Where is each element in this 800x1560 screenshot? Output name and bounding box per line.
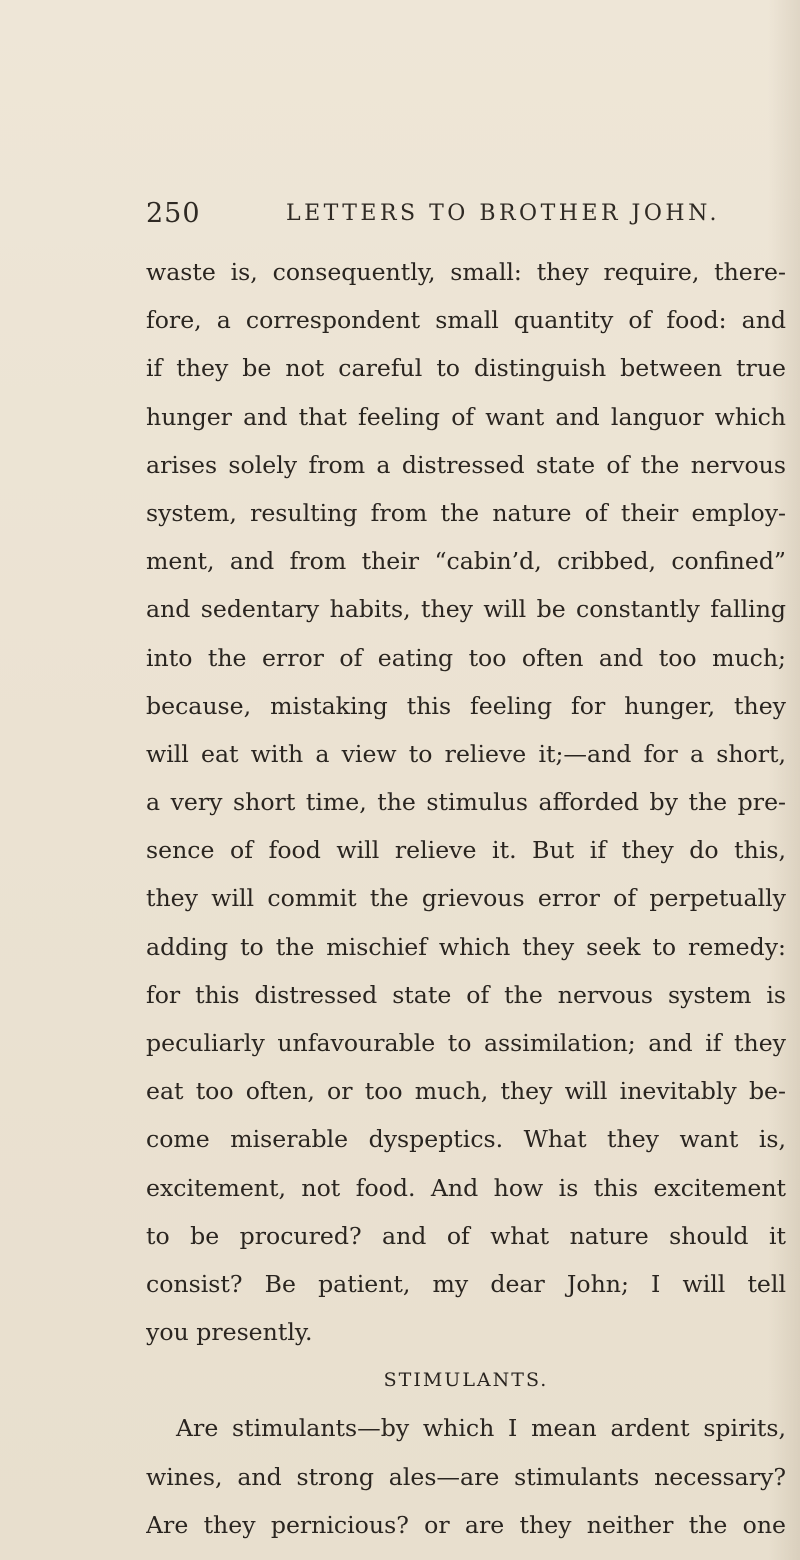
- text-line: consist? Be patient, my dear John; I will tell: [146, 1269, 786, 1298]
- text-line: and sedentary habits, they will be constantly falling: [146, 595, 786, 624]
- text-line: they will commit the grievous error of perpetually: [146, 884, 786, 913]
- text-line: waste is, consequently, small: they require, there-: [146, 258, 786, 286]
- paragraph-stimulants: [146, 1404, 786, 1549]
- text-line: arises solely from a distressed state of the nervous: [146, 450, 786, 479]
- text-line: peculiarly unfavourable to assimilation; and if they: [146, 1029, 786, 1057]
- text-line: to be procured? and of what nature should it: [146, 1221, 786, 1250]
- text-line: come miserable dyspeptics. What they want is,: [146, 1125, 786, 1154]
- text-line: for this distressed state of the nervous system is: [146, 980, 786, 1009]
- text-line: into the error of eating too often and too much;: [146, 643, 786, 672]
- text-line: you presently.: [146, 1318, 313, 1347]
- text-line: will eat with a view to relieve it;—and for a short,: [146, 739, 786, 768]
- text-line: Are they pernicious? or are they neither the one: [146, 1510, 786, 1539]
- paragraph-waste: [146, 248, 786, 1356]
- text-line: excitement, not food. And how is this excitement: [146, 1173, 786, 1202]
- text-line: fore, a correspondent small quantity of food: and: [146, 306, 786, 335]
- text-line: adding to the mischief which they seek to remedy:: [146, 932, 786, 961]
- text-line: Are stimulants—by which I mean ardent spirits,: [176, 1414, 786, 1443]
- text-line: hunger and that feeling of want and languor which: [146, 402, 786, 431]
- text-line: because, mistaking this feeling for hunger, they: [146, 691, 786, 720]
- text-line: eat too often, or too much, they will inevitably be-: [146, 1077, 786, 1106]
- text-line: system, resulting from the nature of their employ-: [146, 498, 786, 527]
- text-line: wines, and strong ales—are stimulants necessary?: [146, 1462, 786, 1491]
- page-number: 250: [146, 197, 201, 229]
- text-line: if they be not careful to distinguish between true: [146, 354, 786, 383]
- page-header: [146, 193, 786, 233]
- text-line: a very short time, the stimulus afforded by the pre-: [146, 788, 786, 817]
- running-head: LETTERS TO BROTHER JOHN.: [286, 200, 720, 226]
- body-text: [146, 248, 786, 1549]
- text-line: sence of food will relieve it. But if they do this,: [146, 836, 786, 865]
- text-line: ment, and from their “cabin’d, cribbed, confined”: [146, 547, 786, 576]
- section-heading-stimulants: STIMULANTS.: [383, 1369, 549, 1392]
